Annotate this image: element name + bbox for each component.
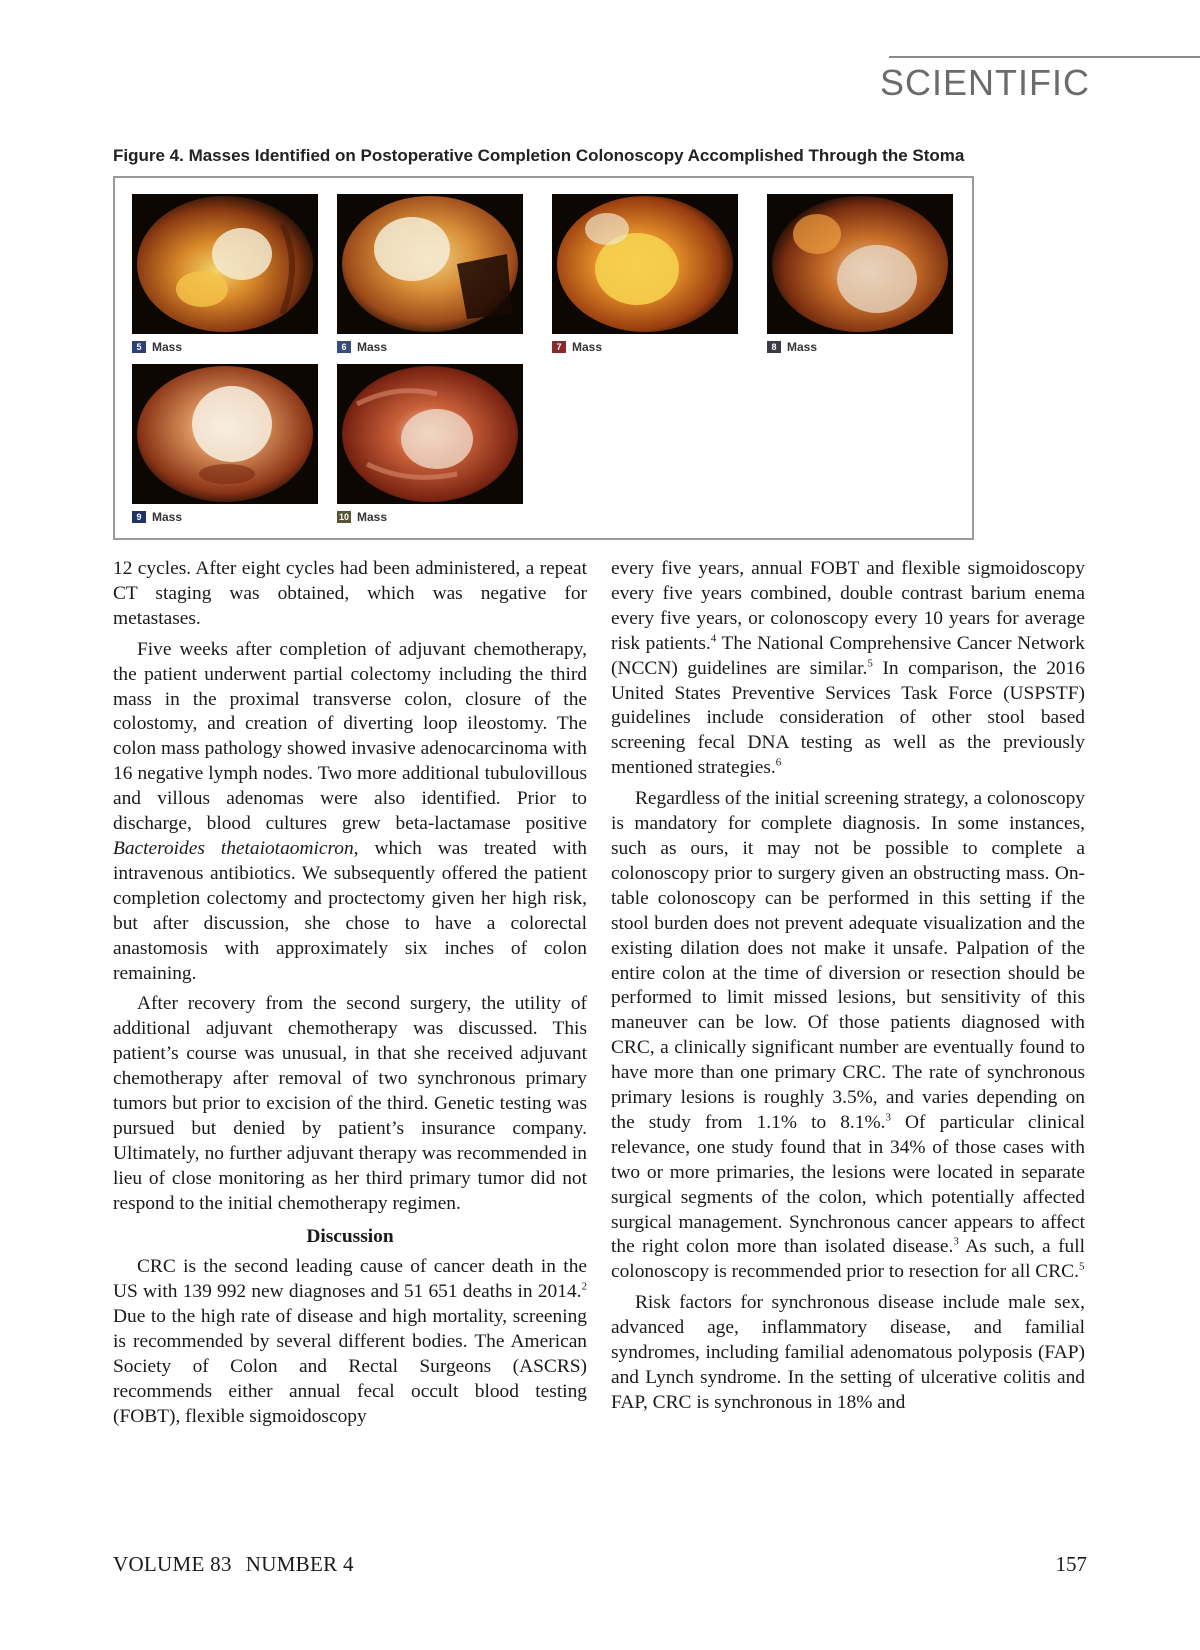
page-number: 157 — [1055, 1552, 1087, 1576]
paragraph: Regardless of the initial screening strategy, a colonoscopy is mandatory for complete diagnosis. In some instances, such as ours, it may not be possible to complete a colonoscopy prior to surgery given an obstructing mass. On-table colonoscopy can be performed in this setting if the stool burden does not prevent adequate visualization and the existing dilation does not make it unsafe. Palpation of the entire colon at the time of diversion or resection should be performed to limit missed lesions, but sensitivity of this maneuver can be low. Of those patients diagnosed with CRC, a clinically significant number are eventually found to have more than one primary CRC. The rate of synchronous primary lesions is roughly 3.5%, and varies depending on the study from 1.1% to 8.1%.$^3$ Of particular clinical relevance, one study found that in 34% of those cases with two or more primaries, the lesions were located in separate surgical segments of the colon, which potentially affected surgical management. Synchronous cancer appears to affect the right colon more than isolated disease.$^3$ As such, a full colonoscopy is recommended prior to resection for all CRC.$^5$ — [611, 788, 1086, 1283]
section-heading: Discussion — [306, 1225, 394, 1247]
figure-panel-5 — [132, 194, 318, 356]
reference-marker: 5 — [1078, 1260, 1085, 1273]
section-rule — [889, 56, 1200, 58]
figure-panel-10 — [337, 364, 523, 526]
paragraph: CRC is the second leading cause of cancer death in the US with 139 992 new diagnoses and 51 651 deaths in 2014.$^2$ Due to the high rate of disease and high mortality, screening is recommended by several different bodies. The American Society of Colon and Rectal Surgeons (ASCRS) recommends either annual fecal occult blood testing (FOBT), flexible sigmoidoscopy — [113, 1256, 587, 1427]
panel-label: Mass — [572, 340, 603, 354]
reference-marker: 5 — [867, 657, 873, 670]
figure-panel-8 — [767, 194, 953, 356]
endoscopy-image — [337, 364, 523, 504]
endoscopy-image — [132, 194, 318, 334]
panel-label: Mass — [787, 340, 818, 354]
endoscopy-image — [337, 194, 523, 334]
figure-panel-6 — [337, 194, 523, 356]
panel-number-badge: 7 — [552, 341, 566, 353]
paragraph: 12 cycles. After eight cycles had been administered, a repeat CT staging was obtained, which was negative for metastases. — [113, 558, 587, 629]
figure-panel-9 — [132, 364, 318, 526]
endoscopy-image — [767, 194, 953, 334]
reference-marker: 4 — [710, 632, 717, 645]
volume-label: VOLUME 83 — [113, 1552, 232, 1576]
paragraph: Risk factors for synchronous disease include male sex, advanced age, inflammatory disease, and familial syndromes, including familial adenomatous polyposis (FAP) and Lynch syndrome. In the setting of ulcerative colitis and FAP, CRC is synchronous in 18% and — [611, 1292, 1085, 1413]
panel-label: Mass — [152, 510, 183, 524]
panel-label: Mass — [357, 340, 388, 354]
panel-number-badge: 10 — [338, 512, 349, 522]
section-label: SCIENTIFIC — [879, 62, 1090, 103]
paragraph: every five years, annual FOBT and flexible sigmoidoscopy every five years combined, double contrast barium enema every five years, or colonoscopy every 10 years for average risk patients.$^4$ The National Comprehensive Cancer Network (NCCN) guidelines are similar.$^5$ In comparison, the 2016 United States Preventive Services Task Force (USPSTF) guidelines include consideration of other stool based screening fecal DNA testing as well as the previously mentioned strategies.$^6$ — [611, 558, 1086, 779]
endoscopy-image — [132, 364, 318, 504]
paragraph: Five weeks after completion of adjuvant chemotherapy, the patient underwent partial colectomy including the third mass in the proximal transverse colon, closure of the colostomy, and creation of diverting loop ileostomy. The colon mass pathology showed invasive adenocarcinoma with 16 negative lymph nodes. Two more additional tubulovillous and villous adenomas were also identified. Prior to discharge, blood cultures grew beta-lactamase positive Bacteroides thetaiotaomicron, which was treated with intravenous antibiotics. We subsequently offered the patient completion colectomy and proctectomy given her high risk, but after discussion, she chose to have a colorectal anastomosis with approximately six inches of colon remaining. — [113, 638, 587, 984]
panel-number-badge: 8 — [767, 341, 781, 353]
panel-label: Mass — [152, 340, 183, 354]
reference-marker: 2 — [581, 1280, 587, 1293]
panel-number-badge: 6 — [337, 341, 351, 353]
journal-issue — [113, 1552, 354, 1577]
reference-marker: 6 — [775, 756, 782, 769]
panel-number-badge: 5 — [132, 341, 146, 353]
endoscopy-image — [552, 194, 738, 334]
left-column — [113, 557, 587, 1436]
figure-box — [113, 176, 974, 540]
reference-marker: 3 — [953, 1236, 959, 1248]
right-column — [611, 557, 1085, 1422]
number-label: NUMBER 4 — [245, 1552, 354, 1576]
panel-label: Mass — [357, 510, 388, 524]
figure-panel-7 — [552, 194, 738, 356]
paragraph: After recovery from the second surgery, the utility of additional adjuvant chemotherapy was discussed. This patient’s course was unusual, in that she received adjuvant chemotherapy after removal of two synchronous primary tumors but prior to excision of the third. Genetic testing was pursued but denied by patient’s insurance company. Ultimately, no further adjuvant therapy was recommended in lieu of close monitoring as her third primary tumor did not respond to the initial chemotherapy regimen. — [113, 993, 587, 1214]
reference-marker: 3 — [885, 1111, 891, 1124]
italic-species-name: Bacteroides thetaiotaomicron — [113, 837, 354, 859]
panel-number-badge: 9 — [132, 511, 146, 523]
figure-caption: Figure 4. Masses Identified on Postoperative Completion Colonoscopy Accomplished Through the Stoma — [113, 146, 965, 165]
